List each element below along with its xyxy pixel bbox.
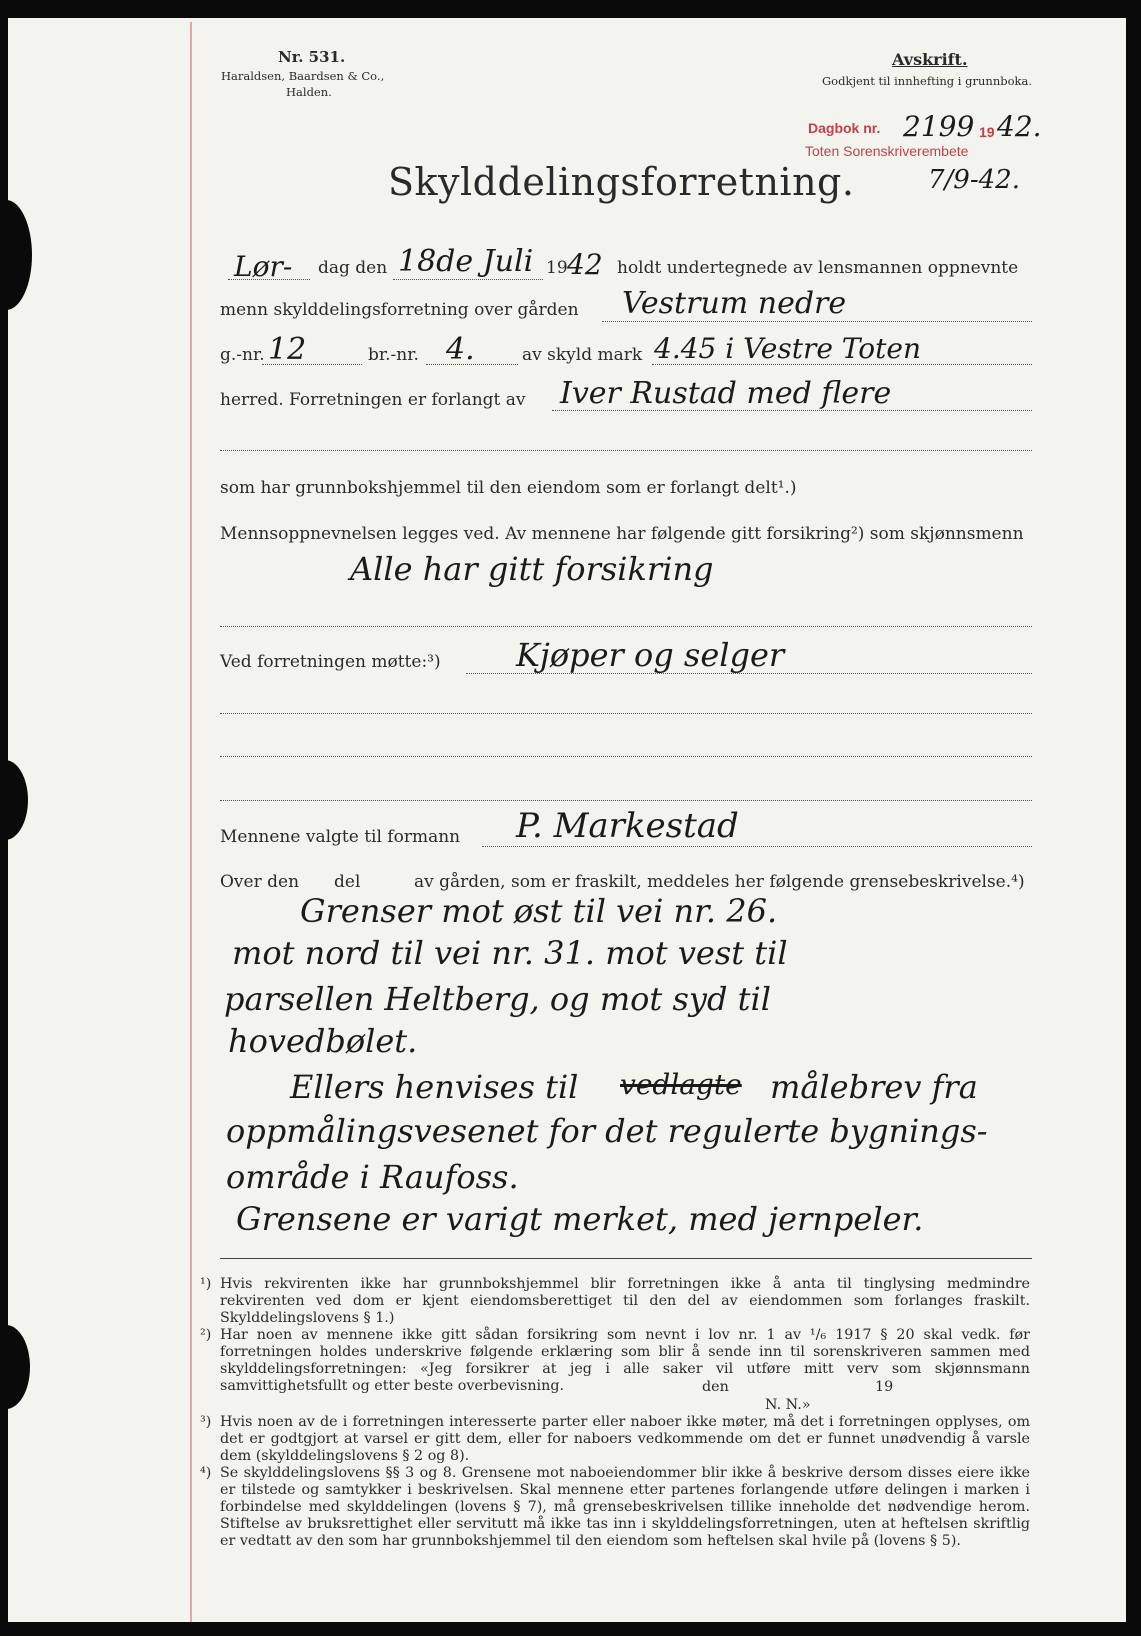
punch-hole-top bbox=[0, 200, 32, 310]
forsikring-hand: Alle har gitt forsikring bbox=[350, 550, 714, 588]
mennsopp-text: Mennsoppnevnelsen legges ved. Av mennene har følgende gitt forsikring²) som skjønnsmenn bbox=[220, 524, 1024, 544]
footnote-4-text: Se skylddelingslovens §§ 3 og 8. Grensene mot naboeiendommer blir ikke å beskrive dersom disses eiere ikke er tilstede og samtykker i beskrivelsen. Skal mennene etter partenes forlangende utføre delingen i marken i forbindelse med skylddelingen (lovens § 7), må grensebeskrivelsen tillike inneholde det nødvendige herom. Stiftelse av bruksrettighet eller servitutt må ikke tas inn i skylddelingsforretningen, uten at heftelsen skriftlig er vedtatt av den som har grunnbokshjemmel til den eiendom som heftelsen skal hvile på (lovens § 5). bbox=[220, 1465, 1030, 1549]
dotline-blank-1 bbox=[220, 450, 1032, 451]
description-line-7: område i Raufoss. bbox=[226, 1158, 519, 1196]
description-line-6: oppmålingsvesenet for det regulerte bygnings- bbox=[226, 1112, 988, 1150]
herred-text: herred. Forretningen er forlangt av bbox=[220, 390, 526, 410]
dotline-mote bbox=[466, 673, 1032, 674]
stamp-year-print: 19 bbox=[979, 124, 995, 140]
form-number: Nr. 531. bbox=[278, 48, 346, 66]
formann-hand: P. Markestad bbox=[516, 806, 739, 846]
publisher-city: Halden. bbox=[286, 85, 332, 99]
weekday-hand: Lør- bbox=[234, 250, 293, 283]
page-title: Skylddelingsforretning. bbox=[388, 160, 855, 204]
over-rest-text: av gården, som er fraskilt, meddeles her følgende grensebeskrivelse.⁴) bbox=[414, 872, 1025, 892]
over-den-label: Over den bbox=[220, 872, 300, 892]
dotline-requester bbox=[552, 410, 1032, 411]
scan-border-bottom bbox=[0, 1622, 1141, 1636]
year-print: 19 bbox=[546, 258, 568, 278]
year-hand: 42 bbox=[567, 248, 603, 281]
stamp-office: Toten Sorenskriverembete bbox=[805, 143, 969, 159]
dotline-skyld bbox=[652, 364, 1032, 365]
brnr-hand: 4. bbox=[446, 332, 475, 367]
description-line-4: hovedbølet. bbox=[228, 1022, 418, 1060]
menn-text: menn skylddelingsforretning over gården bbox=[220, 300, 579, 320]
date-hand: 18de Juli bbox=[398, 244, 534, 279]
dagbok-number: 2199 bbox=[903, 110, 975, 143]
footnote-2-number: ²) bbox=[200, 1327, 212, 1343]
grunnbok-text: som har grunnbokshjemmel til den eiendom som er forlangt delt¹.) bbox=[220, 478, 797, 498]
footnote-1-number: ¹) bbox=[200, 1276, 212, 1292]
description-line-5b: målebrev fra bbox=[770, 1068, 978, 1106]
avskrift-label: Avskrift. bbox=[892, 50, 968, 69]
punch-hole-bottom bbox=[0, 1325, 30, 1409]
description-line-1: Grenser mot øst til vei nr. 26. bbox=[300, 892, 778, 930]
mote-hand: Kjøper og selger bbox=[516, 636, 785, 674]
footnote-2-year: 19 bbox=[875, 1379, 894, 1395]
dotline-date bbox=[393, 279, 543, 280]
scan-border-right bbox=[1126, 0, 1141, 1636]
stamp-date: 7/9-42. bbox=[928, 165, 1020, 195]
dotline-gnr bbox=[262, 364, 362, 365]
skyld-hand: 4.45 i Vestre Toten bbox=[654, 332, 922, 365]
description-line-8: Grensene er varigt merket, med jernpeler. bbox=[236, 1200, 924, 1238]
publisher: Haraldsen, Baardsen & Co., bbox=[221, 69, 385, 83]
dotline-forsikring bbox=[220, 626, 1032, 627]
gnr-hand: 12 bbox=[268, 332, 307, 367]
holdt-text: holdt undertegnede av lensmannen oppnevnte bbox=[617, 258, 1019, 278]
dotline-blank-3 bbox=[220, 756, 1032, 757]
footnote-3-text: Hvis noen av de i forretningen interesserte parter eller naboer ikke møter, må det i forretningen opplyses, om det er godtgjort at varsel er gitt dem, eller for naboers vedkommende om det er funnet unødvendig å varsle dem (skylddelingslovens § 2 og 8). bbox=[220, 1414, 1030, 1464]
dotline-blank-2 bbox=[220, 713, 1032, 714]
farm-name-hand: Vestrum nedre bbox=[622, 286, 847, 321]
dotline-brnr bbox=[426, 364, 518, 365]
dotline-blank-4 bbox=[220, 800, 1032, 801]
description-line-3: parsellen Heltberg, og mot syd til bbox=[224, 980, 771, 1018]
mote-label: Ved forretningen møtte:³) bbox=[220, 652, 441, 672]
footnote-1 bbox=[200, 1276, 1030, 1327]
description-line-5a: Ellers henvises til bbox=[290, 1068, 579, 1106]
footnote-1-text: Hvis rekvirenten ikke har grunnbokshjemmel blir forretningen ikke å anta til tinglysing medmindre rekvirenten ved dom er kjent eiendomsberettiget til den del av eiendommen som forlanges fraskilt. Skylddelingslovens § 1.) bbox=[220, 1276, 1030, 1326]
footnote-3-number: ³) bbox=[200, 1414, 212, 1430]
footnote-2-nn: N. N.» bbox=[765, 1397, 811, 1413]
footnote-2-den: den bbox=[702, 1379, 729, 1395]
footnote-4 bbox=[200, 1465, 1030, 1550]
del-label: del bbox=[334, 872, 361, 892]
footnote-4-number: ⁴) bbox=[200, 1465, 212, 1481]
brnr-label: br.-nr. bbox=[368, 345, 419, 365]
dotline-weekday bbox=[228, 279, 310, 280]
requester-hand: Iver Rustad med flere bbox=[560, 376, 892, 411]
godkjent-note: Godkjent til innhefting i grunnboka. bbox=[822, 74, 1032, 88]
struck-word: vedlagte bbox=[620, 1068, 742, 1101]
scan-border-top bbox=[0, 0, 1141, 18]
skyld-label: av skyld mark bbox=[522, 345, 643, 365]
margin-line bbox=[190, 22, 192, 1622]
formann-label: Mennene valgte til formann bbox=[220, 827, 461, 847]
stamp-year-hand: 42. bbox=[997, 110, 1042, 143]
dotline-farm bbox=[602, 321, 1032, 322]
description-line-2: mot nord til vei nr. 31. mot vest til bbox=[232, 934, 788, 972]
footnote-separator bbox=[220, 1258, 1032, 1259]
footnote-3 bbox=[200, 1414, 1030, 1465]
footnote-2-text: Har noen av mennene ikke gitt sådan forsikring som nevnt i lov nr. 1 av ¹/₆ 1917 § 20 skal vedk. før forretningen holdes underskrive følgende erklæring som blir å sende inn til sorenskriveren sammen med skylddelingsforretningen: «Jeg forsikrer at jeg i alle saker vil utføre mitt verv som skjønnsmann samvittighetsfullt og etter beste overbevisning. bbox=[220, 1327, 1030, 1394]
punch-hole-middle bbox=[0, 760, 28, 840]
dotline-formann bbox=[482, 846, 1032, 847]
dagbok-stamp-label: Dagbok nr. bbox=[808, 120, 881, 136]
gnr-label: g.-nr. bbox=[220, 345, 265, 365]
dag-den-label: dag den bbox=[318, 258, 388, 278]
